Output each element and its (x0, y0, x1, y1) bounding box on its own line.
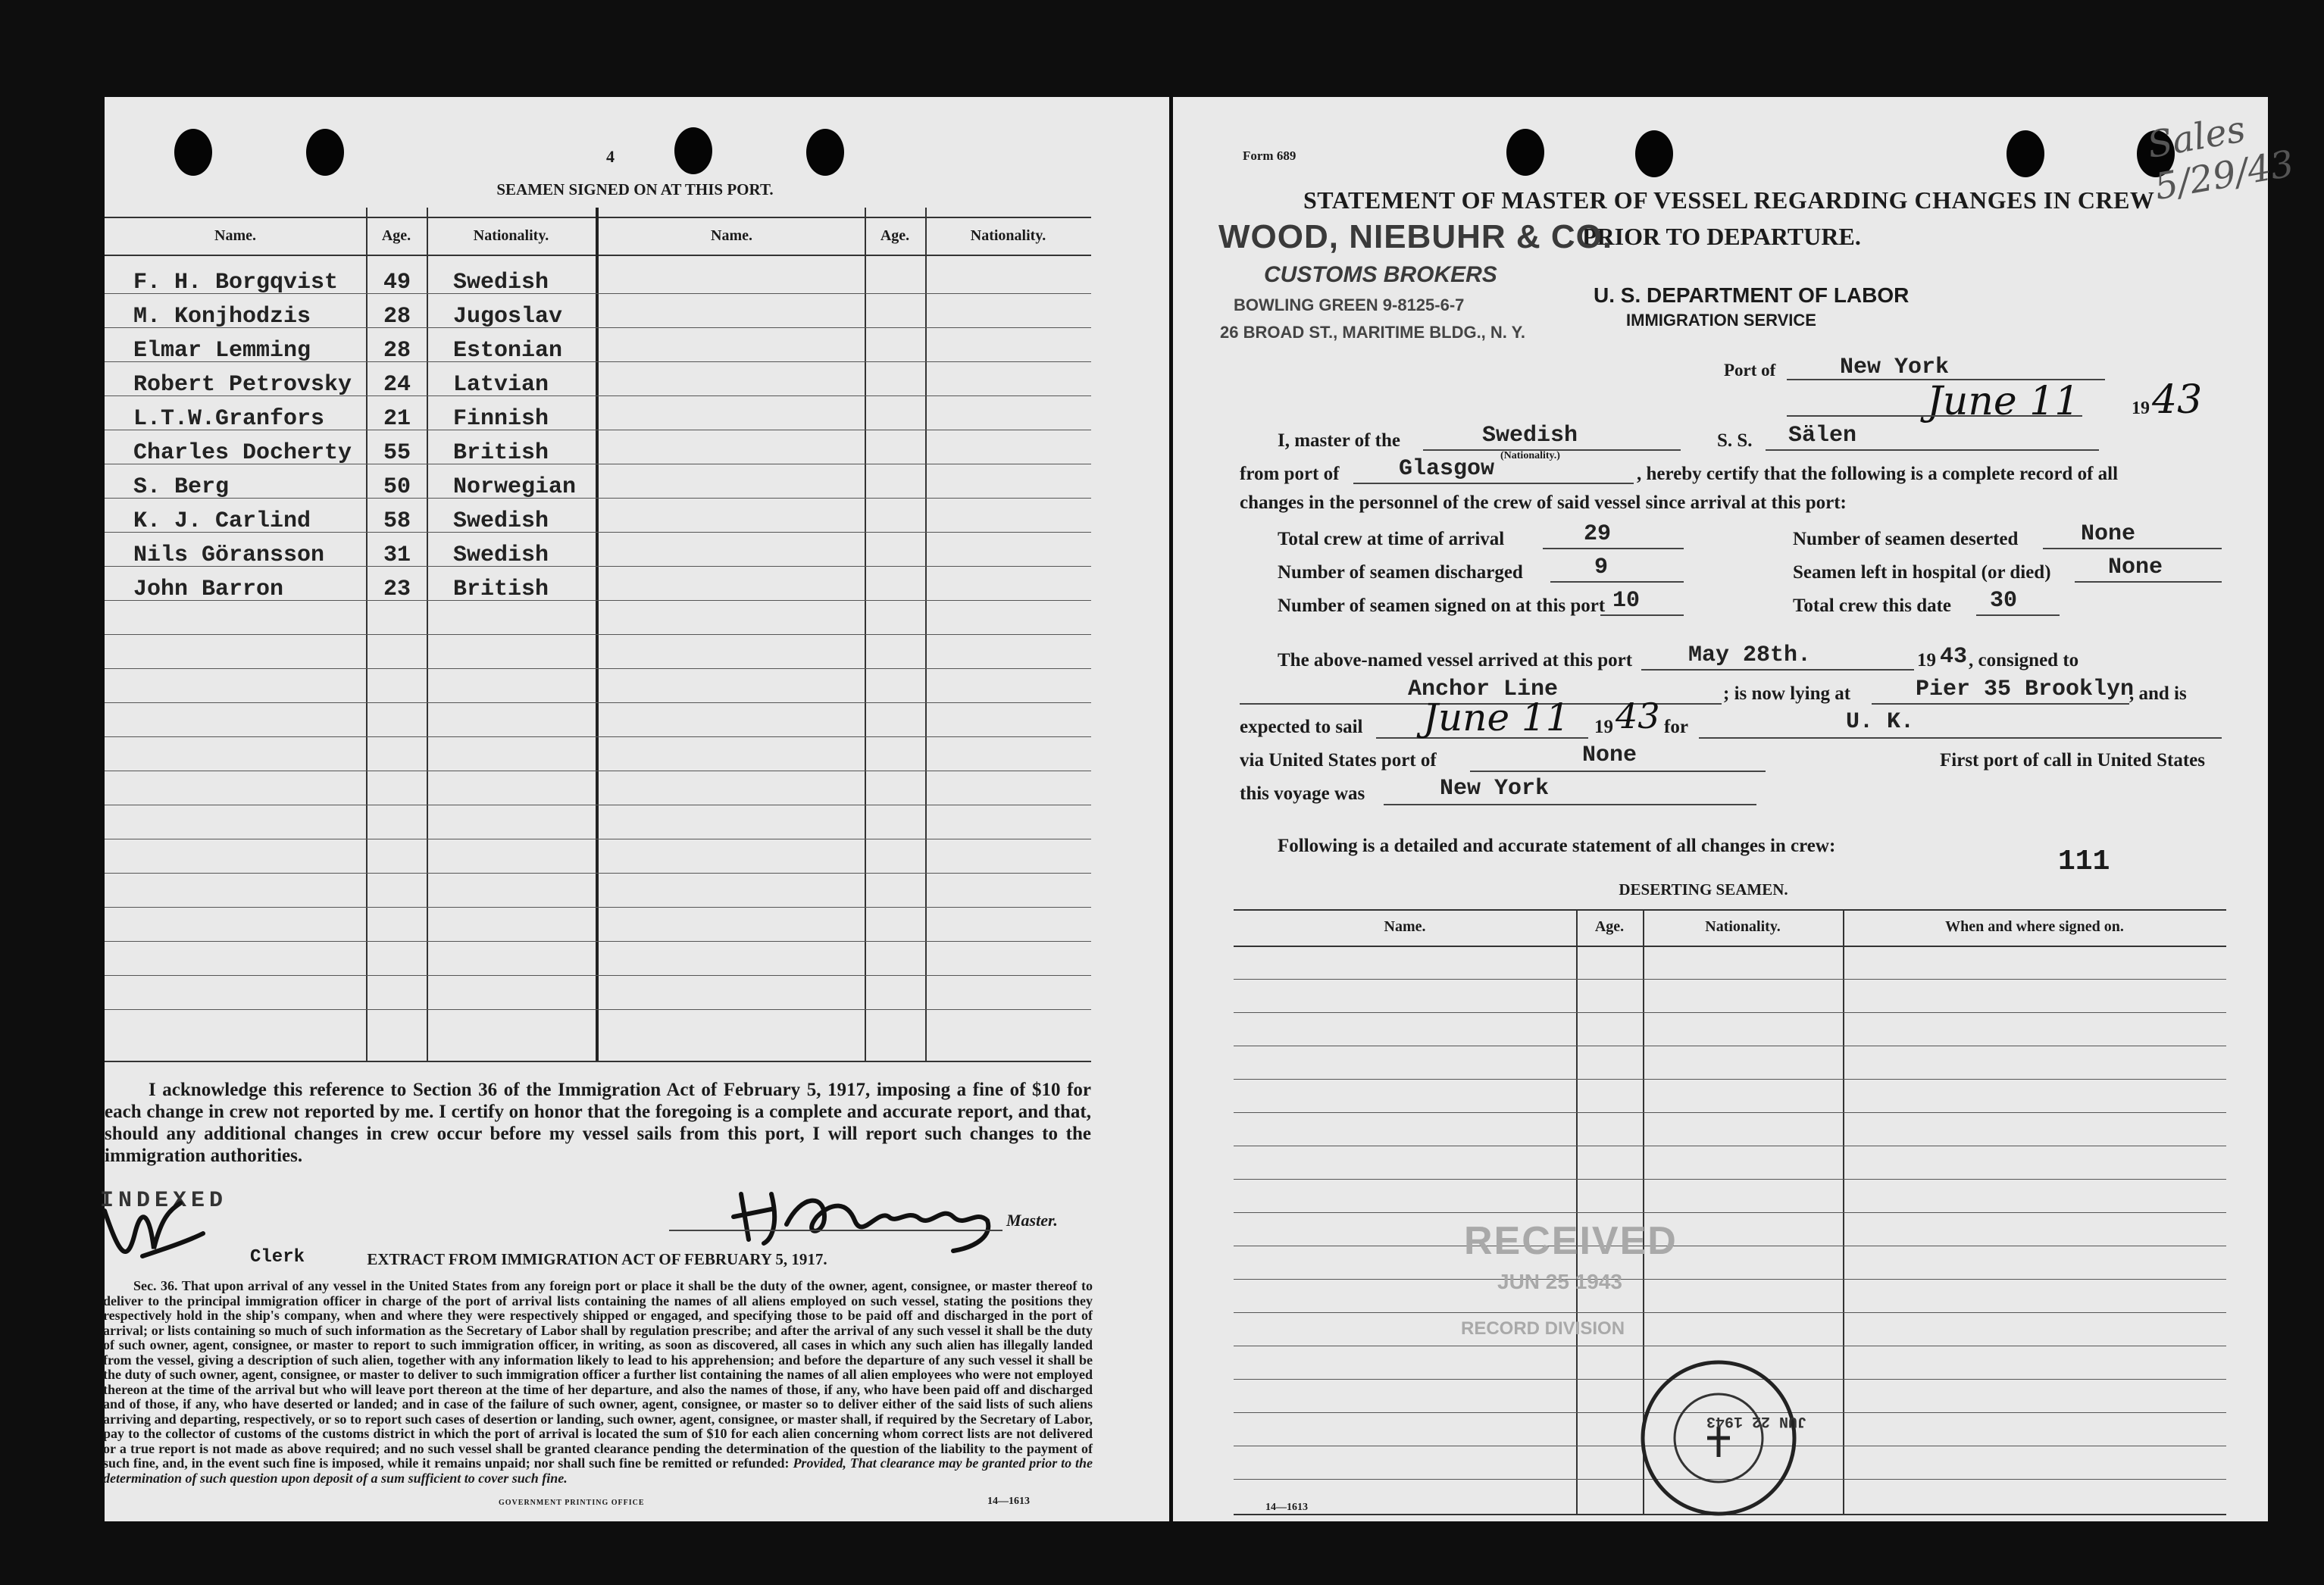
via-port: None (1582, 742, 1637, 768)
year-prefix: 19 (2132, 399, 2150, 418)
received-stamp: RECEIVED (1464, 1219, 1678, 1263)
seaman-nationality: Jugoslav (453, 304, 563, 330)
arrived-year-prefix: 19 (1917, 650, 1936, 671)
col-header-nationality: Nationality. (473, 227, 549, 244)
service: IMMIGRATION SERVICE (1626, 311, 1816, 330)
nationality-value: Swedish (1482, 423, 1578, 449)
punch-hole (1635, 130, 1673, 177)
page-number: 4 (606, 147, 615, 166)
seaman-name: F. H. Borgqvist (133, 270, 339, 295)
seaman-age: 21 (383, 406, 411, 432)
footer-code: 14—1613 (1265, 1502, 1308, 1513)
total-crew-date: 30 (1990, 588, 2018, 614)
nationality-caption: (Nationality.) (1500, 450, 1560, 461)
extract-proviso: Provided, That clearance may be granted prior to the determination of such question upon deposit of a sum sufficient to cover such fine. (103, 1455, 1093, 1486)
first-port-label: First port of call in United States (1940, 750, 2205, 771)
port-value: New York (1840, 355, 1950, 380)
deserting-col-signed-on: When and where signed on. (1945, 918, 2124, 935)
seaman-name: M. Konjhodzis (133, 304, 311, 330)
deserting-col-name: Name. (1384, 918, 1426, 935)
extract-title: EXTRACT FROM IMMIGRATION ACT OF FEBRUARY 5, 1917. (367, 1250, 827, 1268)
footer-code: 14—1613 (987, 1496, 1030, 1507)
seaman-name: L.T.W.Granfors (133, 406, 325, 432)
seaman-age: 49 (383, 270, 411, 295)
punch-hole (806, 129, 844, 176)
consigned-label: , consigned to (1969, 650, 2079, 671)
seaman-nationality: Swedish (453, 542, 549, 568)
seaman-age: 28 (383, 338, 411, 364)
seaman-nationality: British (453, 440, 549, 466)
right-page (1173, 97, 2297, 1521)
lying-at: Pier 35 Brooklyn (1916, 677, 2135, 702)
certify-text-2: changes in the personnel of the crew of said vessel since arrival at this port: (1240, 492, 1847, 513)
col-header-name: Name. (214, 227, 256, 244)
total-crew-arrival: 29 (1584, 521, 1612, 547)
seaman-name: Nils Göransson (133, 542, 325, 568)
col-header-age: Age. (381, 227, 411, 244)
punch-hole (674, 127, 712, 174)
master-label: Master. (1006, 1211, 1058, 1230)
ss-label: S. S. (1717, 430, 1753, 451)
port-label: Port of (1724, 361, 1776, 380)
section-title: SEAMEN SIGNED ON AT THIS PORT. (496, 180, 774, 199)
from-port-value: Glasgow (1399, 456, 1495, 482)
destination: U. K. (1846, 709, 1915, 735)
seaman-age: 55 (383, 440, 411, 466)
signed-on-value: 10 (1612, 588, 1641, 614)
col-header-name-2: Name. (711, 227, 752, 244)
seaman-nationality: Swedish (453, 508, 549, 534)
seaman-age: 28 (383, 304, 411, 330)
sail-year-prefix: 19 (1594, 717, 1613, 737)
broker-stamp-address: 26 BROAD ST., MARITIME BLDG., N. Y. (1220, 323, 1525, 342)
extract-body: That upon arrival of any vessel in the United States from any foreign port or place it shall be the duty of the owner, agent, consignee, or master thereof to deliver to the principal immigration officer in charge of the port of arrival lists containing the names of all aliens employed on such vessel, stating the positions they respectively hold in the ship's company, when and where they were respectively shipped or engaged, and specifying those to be paid off and discharged in the port of arrival; or lists containing so much of such information as the Secretary of Labor shall by regulation prescribe; and after the arrival of any such vessel it shall be the duty of such owner, agent, consignee, or master to report to such immigration officer, in writing, as soon as discovered, all cases in which any such alien has illegally landed from the vessel, giving a description of such alien, together with any information likely to lead to his apprehension; and before the departure of any such vessel it shall be the duty of such owner, agent, consignee, or master to deliver to such immigration officer a further list containing the names of all alien employees who were not employed thereon at the time of the arrival but who will leave port thereon at the time of her departure, and also the names of those, if any, who have been paid off and discharged and of those, if any, who have deserted or landed; and in case of the failure of such owner, agent, consignee, or master so to deliver either of the said lists of such aliens arriving and departing, respectively, or so to report such cases of desertion or landing, such owner, agent, consignee, or master shall, if required by the Secretary of Labor, pay to the collector of customs of the customs district in which the port of arrival is located the sum of $10 for each alien concerning whom correct lists are not delivered or a true report is not made as above required; and no such vessel shall be granted clearance pending the determination of the question of the liability to the payment of such fine, and, in the event such fine is imposed, while it remains unpaid; nor shall such fine be remitted or refunded: (103, 1278, 1093, 1471)
deserted-label: Number of seamen deserted (1793, 529, 2019, 549)
hospital-value: None (2108, 555, 2163, 580)
seaman-nationality: Latvian (453, 372, 549, 398)
seaman-nationality: Norwegian (453, 474, 577, 500)
department: U. S. DEPARTMENT OF LABOR (1594, 283, 1910, 307)
seaman-nationality: Swedish (453, 270, 549, 295)
master-signature (726, 1164, 1014, 1255)
seaman-nationality: British (453, 577, 549, 602)
handwritten-note: Sales 5/29/43 (2144, 108, 2297, 209)
col-header-age-2: Age. (880, 227, 910, 244)
first-port: New York (1440, 776, 1550, 802)
arrived-label: The above-named vessel arrived at this port (1278, 650, 1633, 671)
extract-section: Sec. 36. (133, 1278, 178, 1293)
ship-name: Sälen (1788, 423, 1857, 449)
seaman-age: 50 (383, 474, 411, 500)
seaman-name: Robert Petrovsky (133, 372, 352, 398)
punch-hole (1506, 129, 1544, 176)
seaman-name: K. J. Carlind (133, 508, 311, 534)
deserted-value: None (2081, 521, 2136, 547)
round-date-stamp (1635, 1355, 1802, 1521)
from-port-label: from port of (1240, 464, 1340, 484)
seaman-name: S. Berg (133, 474, 230, 500)
deserting-title: DESERTING SEAMEN. (1619, 880, 1788, 899)
broker-stamp-name: WOOD, NIEBUHR & CO. (1218, 218, 1613, 255)
clerk-initials (97, 1188, 211, 1271)
seaman-name: John Barron (133, 577, 284, 602)
form-title-line1: STATEMENT OF MASTER OF VESSEL REGARDING CHANGES IN CREW (1303, 186, 2155, 214)
form-number: Form 689 (1243, 148, 1296, 163)
sail-label: expected to sail (1240, 717, 1363, 737)
date-value: June 11 (1927, 379, 2080, 424)
seaman-age: 58 (383, 508, 411, 534)
for-label: for (1664, 717, 1688, 737)
master-of-label: I, master of the (1278, 430, 1400, 451)
and-is: , and is (2129, 683, 2187, 704)
arrived-date: May 28th. (1688, 642, 1812, 668)
acknowledgment-text: I acknowledge this reference to Section 36 of the Immigration Act of February 5, 1917, imposing a fine of $10 for each change in crew not reported by me. I certify on honor that the foregoing is a complete and accurate report, and that, should any additional changes in crew occur before my vessel sails from this port, I will report such changes to the immigration authorities. (105, 1080, 1091, 1166)
consignee: Anchor Line (1408, 677, 1559, 702)
seaman-age: 24 (383, 372, 411, 398)
deserting-col-nationality: Nationality. (1705, 918, 1781, 935)
extract-text (103, 1279, 1093, 1486)
seaman-age: 31 (383, 542, 411, 568)
total-crew-date-label: Total crew this date (1793, 596, 1952, 616)
seaman-age: 23 (383, 577, 411, 602)
seaman-nationality: Estonian (453, 338, 563, 364)
via-label: via United States port of (1240, 750, 1437, 771)
seaman-name: Charles Docherty (133, 440, 352, 466)
broker-stamp-phone: BOWLING GREEN 9-8125-6-7 (1234, 295, 1465, 314)
broker-stamp-title: CUSTOMS BROKERS (1264, 262, 1497, 287)
discharged-value: 9 (1594, 555, 1609, 580)
discharged-label: Number of seamen discharged (1278, 562, 1523, 583)
received-date: JUN 25 1943 (1497, 1270, 1623, 1293)
clerk-label: Clerk (250, 1247, 305, 1268)
footer-print: GOVERNMENT PRINTING OFFICE (499, 1499, 645, 1507)
arrived-year: 43 (1940, 644, 1968, 670)
seaman-name: Elmar Lemming (133, 338, 311, 364)
punch-hole (2007, 130, 2044, 177)
sail-year: 43 (1616, 696, 1660, 736)
seaman-nationality: Finnish (453, 406, 549, 432)
lying-label: ; is now lying at (1723, 683, 1851, 704)
signed-on-label: Number of seamen signed on at this port (1278, 596, 1606, 616)
year-value: 43 (2152, 377, 2203, 423)
sail-date: June 11 (1423, 696, 1570, 739)
col-header-nationality-2: Nationality. (970, 227, 1046, 244)
certify-text: , hereby certify that the following is a complete record of all (1637, 464, 2119, 484)
hospital-label: Seamen left in hospital (or died) (1793, 562, 2051, 583)
following-text: Following is a detailed and accurate statement of all changes in crew: (1278, 836, 1836, 856)
form-title-line2: PRIOR TO DEPARTURE. (1582, 223, 1861, 250)
punch-hole (306, 129, 344, 176)
deserting-col-age: Age. (1594, 918, 1625, 935)
count-written: 111 (2058, 846, 2110, 878)
left-page (100, 97, 1169, 1521)
round-stamp-date: JUN 22 1943 (1706, 1412, 1807, 1430)
punch-hole (174, 129, 212, 176)
record-division: RECORD DIVISION (1461, 1318, 1625, 1339)
this-voyage-label: this voyage was (1240, 783, 1365, 804)
total-crew-arrival-label: Total crew at time of arrival (1278, 529, 1505, 549)
indexed-stamp: INDEXED (100, 1188, 228, 1214)
